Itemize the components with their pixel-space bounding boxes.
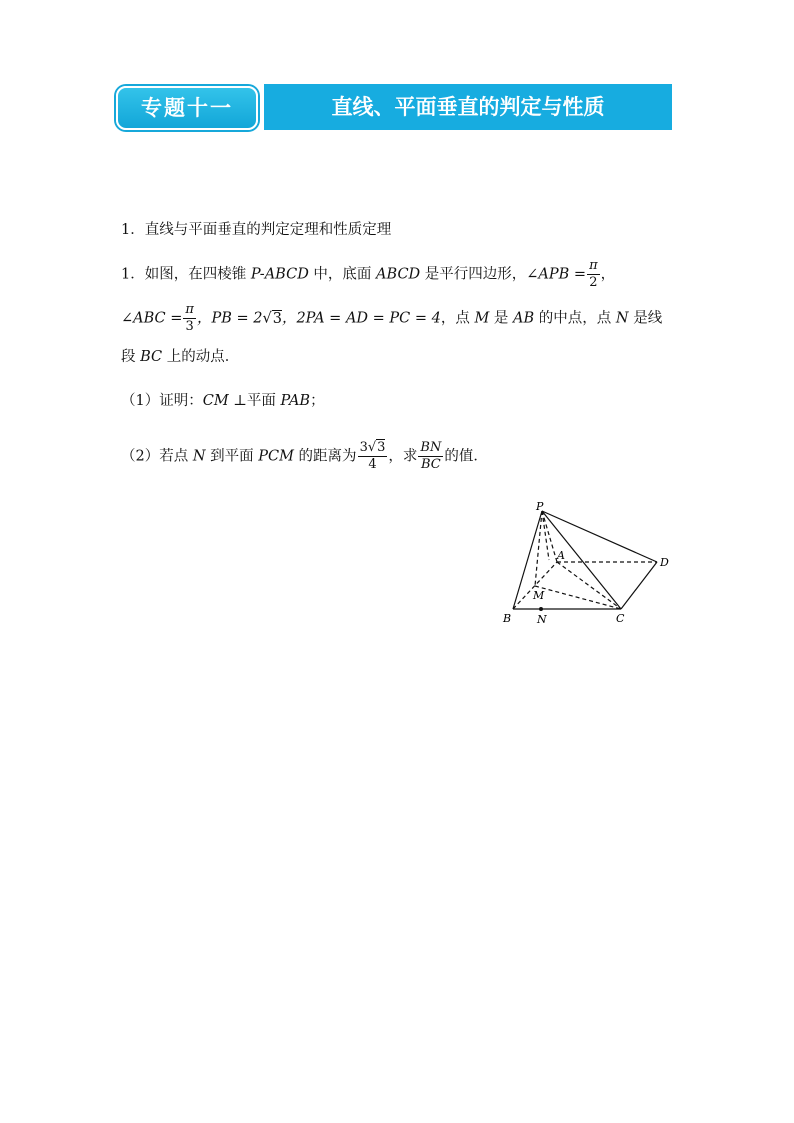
edge-pa [542,511,557,562]
topic-header [116,84,672,130]
fraction-bn-bc: $\frac{BN}{BC}$ [420,440,442,472]
label-m: M [533,589,545,602]
point-n [539,607,543,611]
label-d: D [660,556,669,569]
label-b: B [503,612,512,625]
edge-mc [535,586,621,609]
label-a: A [557,549,565,562]
sqrt-symbol: √ [262,310,272,327]
edge-pc [542,511,621,609]
pyramid-figure [500,500,680,630]
edge-cd [621,562,657,609]
label-n: N [537,613,547,626]
problem-line-1: 1．如图，在四棱锥 P-ABCD 中，底面 ABCD 是平行四边形，∠APB = $\frac{\pi}{2}$ ， [121,258,616,290]
fraction-distance: $\frac{3√3}{4}$ [359,440,386,472]
fraction-pi-over-2: $\frac{\pi}{2}$ [589,258,598,290]
label-p: P [536,500,544,513]
problem-line-3: 段 BC 上的动点． [121,349,240,365]
question-1: （1）证明：CM ⊥平面 PAB； [121,393,325,409]
fraction-pi-over-3: $\frac{\pi}{3}$ [185,302,194,334]
topic-title: 直线、平面垂直的判定与性质 [264,84,672,130]
section-heading: 1．直线与平面垂直的判定定理和性质定理 [121,222,392,238]
label-c: C [616,612,625,625]
topic-tag: 专题十一 [116,86,258,130]
question-2: （2）若点 N 到平面 PCM 的距离为 $\frac{3√3}{4}$ ，求 $\frac{BN}{BC}$ 的值． [121,440,488,472]
problem-line-2: ∠ABC = $\frac{\pi}{3}$ ，PB = 2√3，2PA = AD = PC = 4，点 M 是 AB 的中点，点 N 是线 [121,302,663,334]
